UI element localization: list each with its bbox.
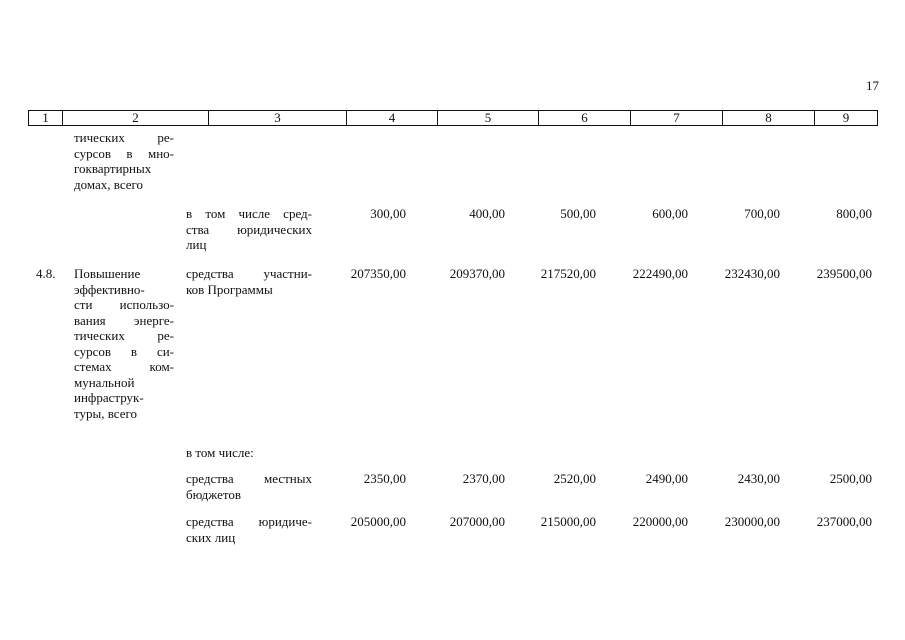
- row-2-value-7: 222490,00: [632, 266, 688, 281]
- row-2-value-5: 209370,00: [449, 266, 505, 281]
- header-col-9: 9: [842, 110, 850, 125]
- row-1-value-9: 800,00: [836, 206, 872, 221]
- row-4-value-5: 2370,00: [462, 471, 505, 486]
- header-col-8: 8: [723, 111, 815, 125]
- table-header: [28, 110, 878, 126]
- header-col-4: 4: [347, 111, 438, 125]
- row-1-value-7: 600,00: [652, 206, 688, 221]
- row-1-value-6: 500,00: [560, 206, 596, 221]
- row-2-value-4: 207350,00: [350, 266, 406, 281]
- row-4-value-6: 2520,00: [553, 471, 596, 486]
- row-4-value-8: 2430,00: [737, 471, 780, 486]
- row-0-name: тических ре- сурсов в мно- гоквартирных домах, всего: [74, 130, 174, 192]
- row-4-value-4: 2350,00: [363, 471, 406, 486]
- row-2-source: средства участни- ков Программы: [186, 266, 312, 297]
- row-5-value-6: 215000,00: [540, 514, 596, 529]
- row-2-value-9: 239500,00: [816, 266, 872, 281]
- row-1-value-5: 400,00: [469, 206, 505, 221]
- row-4-source: средства местных бюджетов: [186, 471, 312, 502]
- row-5-source: средства юридиче- ских лиц: [186, 514, 312, 545]
- header-col-2: 2: [63, 111, 209, 125]
- row-5-value-9: 237000,00: [816, 514, 872, 529]
- row-4-value-9: 2500,00: [829, 471, 872, 486]
- row-4-value-7: 2490,00: [645, 471, 688, 486]
- row-1-source: в том числе сред- ства юридических лиц: [186, 206, 312, 252]
- header-col-6: 6: [539, 111, 631, 125]
- row-2-number: 4.8.: [36, 266, 56, 281]
- row-2-value-6: 217520,00: [540, 266, 596, 281]
- row-1-value-4: 300,00: [370, 206, 406, 221]
- row-5-value-7: 220000,00: [632, 514, 688, 529]
- header-col-5: 5: [438, 111, 539, 125]
- header-col-3: 3: [209, 111, 347, 125]
- row-5-value-5: 207000,00: [449, 514, 505, 529]
- row-2-value-8: 232430,00: [724, 266, 780, 281]
- row-2-name: Повышение эффективно- сти использо- вания энерге- тических ре- сурсов в си- стемах ком- мунальной инфраструк- туры, всего: [74, 266, 174, 421]
- page-number: 17: [866, 78, 879, 93]
- row-5-value-4: 205000,00: [350, 514, 406, 529]
- header-col-7: 7: [631, 111, 723, 125]
- header-col-1: 1: [29, 111, 63, 125]
- row-3-source: в том числе:: [186, 445, 254, 460]
- row-1-value-8: 700,00: [744, 206, 780, 221]
- row-5-value-8: 230000,00: [724, 514, 780, 529]
